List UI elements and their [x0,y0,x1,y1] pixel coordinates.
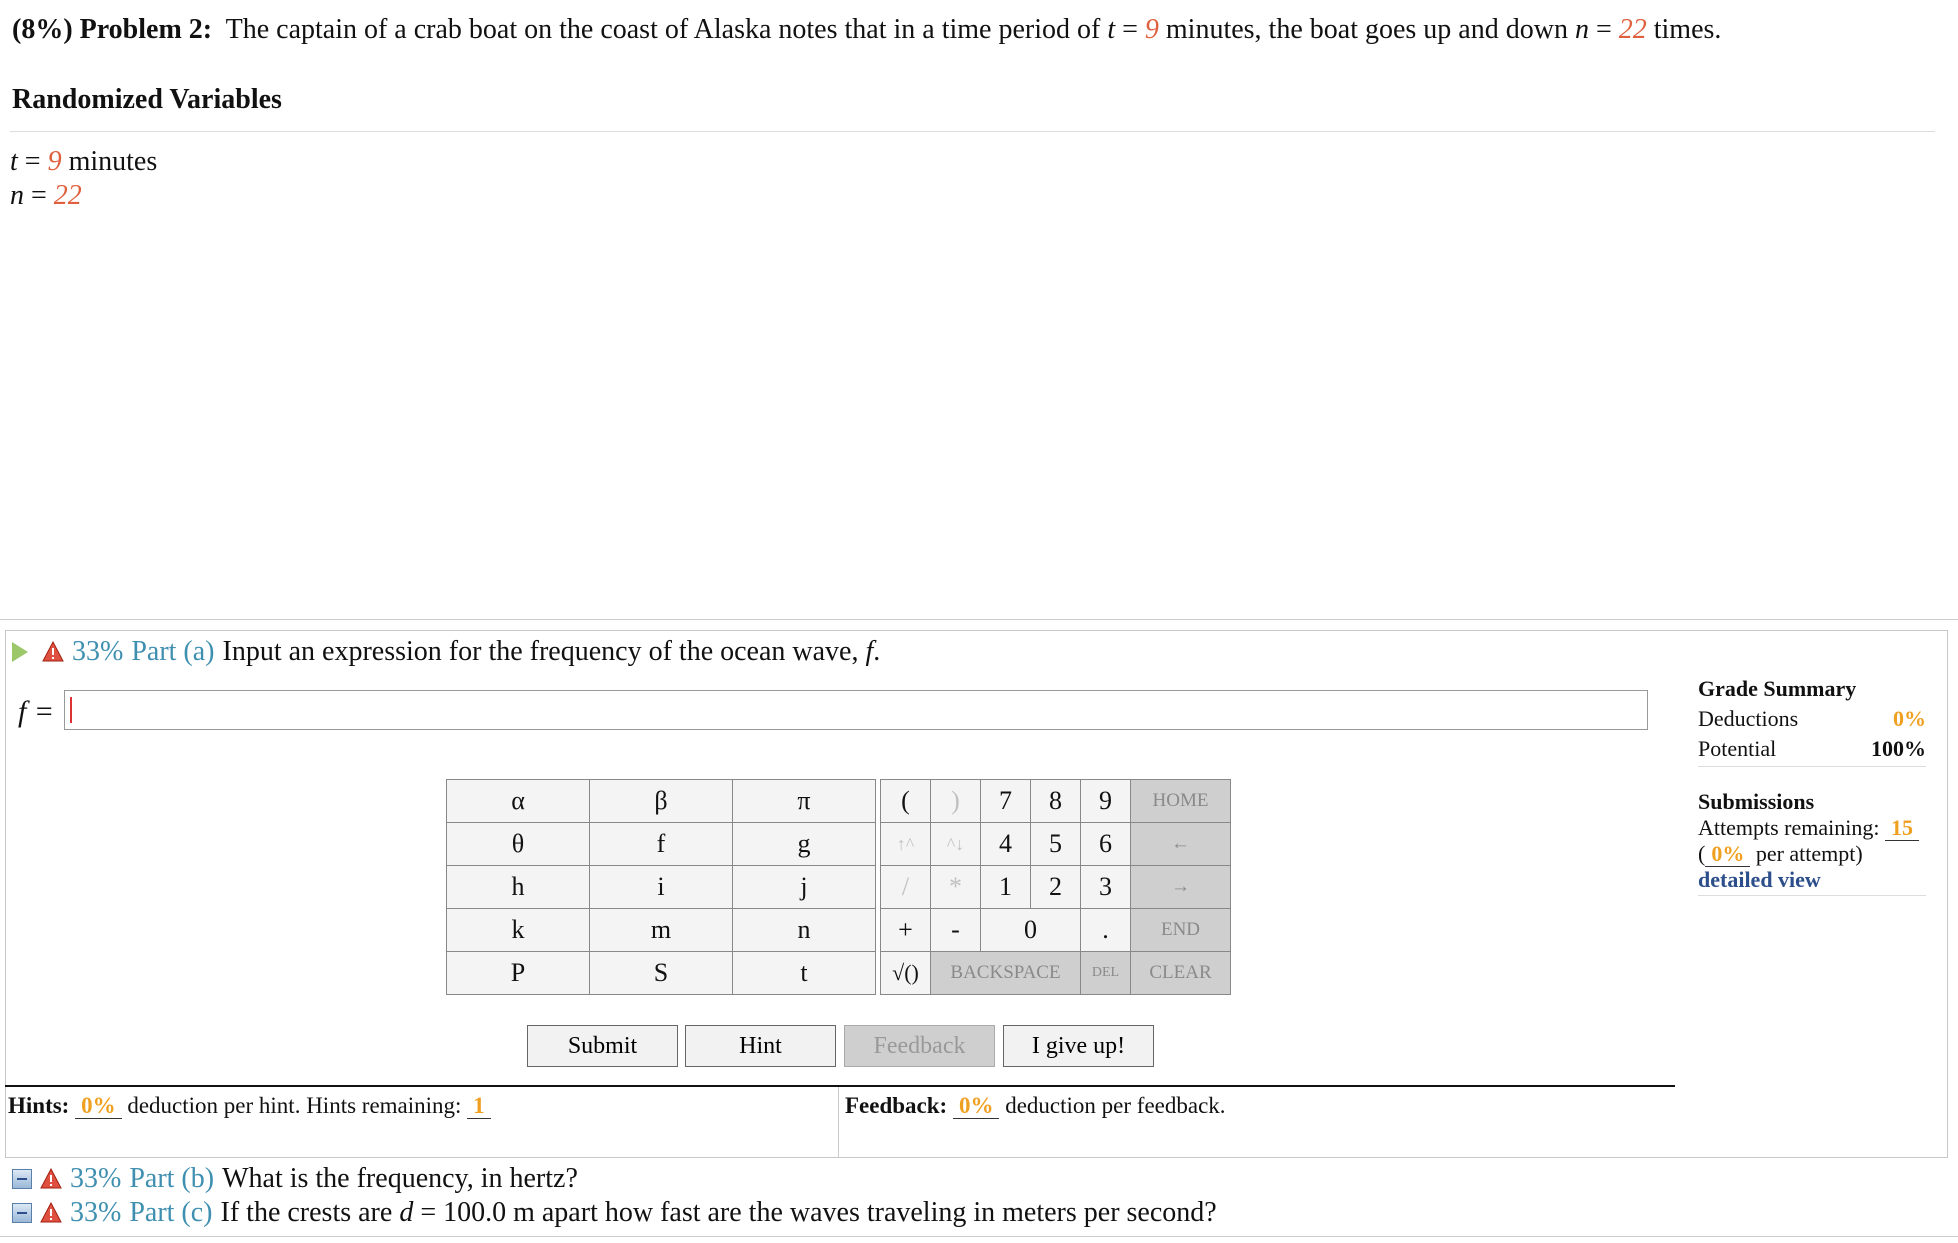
key-left-arrow[interactable]: ← [1131,823,1231,866]
key-g[interactable]: g [733,823,876,866]
grade-summary: Grade Summary Deductions 0% Potential 100% Submissions Attempts remaining: 15 ( 0% per attempt) detailed view [1698,676,1926,896]
key-del[interactable]: DEL [1081,952,1131,995]
key-5[interactable]: 5 [1031,823,1081,866]
part-a-question: Input an expression for the frequency of the ocean wave, f. [222,636,881,667]
problem-text-2: minutes, the boat goes up and down [1165,14,1568,45]
detailed-view-link[interactable]: detailed view [1698,867,1821,892]
deductions-label: Deductions [1698,706,1799,731]
n-value: 22 [1618,14,1647,45]
divider [838,1087,839,1157]
hints-text: deduction per hint. Hints remaining: [127,1093,462,1118]
per-attempt-label: per attempt) [1755,841,1863,866]
key-m[interactable]: m [590,909,733,952]
collapse-icon[interactable] [12,1169,32,1189]
expand-arrow-icon[interactable] [12,642,28,662]
key-7[interactable]: 7 [981,780,1031,823]
key-alpha[interactable]: α [447,780,590,823]
var-t-value: 9 [47,146,62,177]
hint-button[interactable]: Hint [685,1025,836,1067]
divider [0,619,1958,620]
key-2[interactable]: 2 [1031,866,1081,909]
potential-label: Potential [1698,736,1777,761]
key-4[interactable]: 4 [981,823,1031,866]
n-symbol: n [1574,14,1589,45]
part-b-weight: 33% [70,1163,122,1194]
var-t-symbol: t [10,146,18,177]
part-b-header[interactable] [12,1163,578,1195]
text-caret [70,697,72,723]
question-text: Input an expression for the frequency of the ocean wave, [222,636,859,667]
feedback-text: deduction per feedback. [1005,1093,1226,1118]
variable-keypad [446,779,876,995]
part-c-header[interactable] [12,1197,1217,1229]
key-multiply[interactable]: * [931,866,981,909]
question-var: f [865,636,874,667]
key-beta[interactable]: β [590,780,733,823]
potential-value: 100% [1871,736,1926,761]
key-8[interactable]: 8 [1031,780,1081,823]
hints-remaining: 1 [467,1093,491,1119]
key-0[interactable]: 0 [981,909,1081,952]
divider [0,1236,1958,1237]
feedback-button[interactable]: Feedback [844,1025,995,1067]
answer-label: f = [18,695,55,728]
feedback-info [845,1093,1226,1119]
part-c-question [221,1197,1217,1229]
key-9[interactable]: 9 [1081,780,1131,823]
problem-text-1: The captain of a crab boat on the coast of Alaska notes that in a time period of [225,14,1101,45]
key-P[interactable]: P [447,952,590,995]
part-a-label: Part (a) [131,636,215,667]
key-decimal[interactable]: . [1081,909,1131,952]
part-b-question: What is the frequency, in hertz? [222,1163,578,1194]
grade-summary-heading: Grade Summary [1698,676,1857,701]
key-right-arrow[interactable]: → [1131,866,1231,909]
attempts-value: 15 [1885,815,1919,841]
t-symbol: t [1107,14,1116,45]
key-superscript-down[interactable]: ^↓ [931,823,981,866]
key-plus[interactable]: + [881,909,931,952]
key-3[interactable]: 3 [1081,866,1131,909]
problem-label: Problem 2: [79,14,213,45]
part-c-label: Part (c) [129,1197,213,1228]
key-1[interactable]: 1 [981,866,1031,909]
key-f[interactable]: f [590,823,733,866]
submit-button[interactable]: Submit [527,1025,678,1067]
key-6[interactable]: 6 [1081,823,1131,866]
collapse-icon[interactable] [12,1203,32,1223]
key-close-paren[interactable]: ) [931,780,981,823]
key-n[interactable]: n [733,909,876,952]
warning-icon [40,1202,62,1224]
submissions-heading: Submissions [1698,789,1815,814]
key-backspace[interactable]: BACKSPACE [931,952,1081,995]
attempts-label: Attempts remaining: [1698,815,1880,840]
divider [10,131,1935,132]
per-attempt-value: 0% [1705,841,1750,867]
key-k[interactable]: k [447,909,590,952]
key-superscript-up[interactable]: ↑^ [881,823,931,866]
problem-text-3: times. [1653,14,1722,45]
key-pi[interactable]: π [733,780,876,823]
variable-n: n = 22 [10,180,82,211]
key-t[interactable]: t [733,952,876,995]
warning-icon [42,641,64,663]
hints-label: Hints: [8,1093,70,1118]
var-n-symbol: n [10,180,24,211]
divider [5,1085,1675,1087]
key-h[interactable]: h [447,866,590,909]
part-c-weight: 33% [70,1197,122,1228]
key-minus[interactable]: - [931,909,981,952]
var-n-value: 22 [53,180,82,211]
key-theta[interactable]: θ [447,823,590,866]
hints-deduction: 0% [75,1093,122,1119]
key-home[interactable]: HOME [1131,780,1231,823]
give-up-button[interactable]: I give up! [1003,1025,1154,1067]
key-divide[interactable]: / [881,866,931,909]
part-a-weight: 33% [72,636,124,667]
hints-info [8,1093,491,1119]
key-open-paren[interactable]: ( [881,780,931,823]
feedback-deduction: 0% [953,1093,1000,1119]
key-end[interactable]: END [1131,909,1231,952]
key-clear[interactable]: CLEAR [1131,952,1231,995]
key-j[interactable]: j [733,866,876,909]
answer-input[interactable] [64,690,1648,730]
part-c-text-2: = 100.0 m apart how fast are the waves traveling in meters per second? [420,1197,1217,1228]
var-t-unit: minutes [68,146,158,177]
problem-statement: (8%) Problem 2: The captain of a crab boat on the coast of Alaska notes that in a time period of t = 9 minutes, the boat goes up and down n = 22 times. [12,14,1722,45]
part-b-label: Part (b) [129,1163,215,1194]
t-value: 9 [1144,14,1159,45]
problem-weight: (8%) [12,14,73,45]
feedback-label: Feedback: [845,1093,948,1118]
part-c-text: If the crests are [220,1197,393,1228]
warning-icon [40,1168,62,1190]
deductions-value: 0% [1893,706,1926,731]
key-S[interactable]: S [590,952,733,995]
randomized-variables-heading: Randomized Variables [12,84,282,115]
key-sqrt[interactable]: √() [881,952,931,995]
key-i[interactable]: i [590,866,733,909]
variable-t: t = 9 minutes [10,146,158,177]
part-a-header [12,636,880,668]
d-symbol: d [399,1197,414,1228]
operator-keypad [880,779,1231,995]
